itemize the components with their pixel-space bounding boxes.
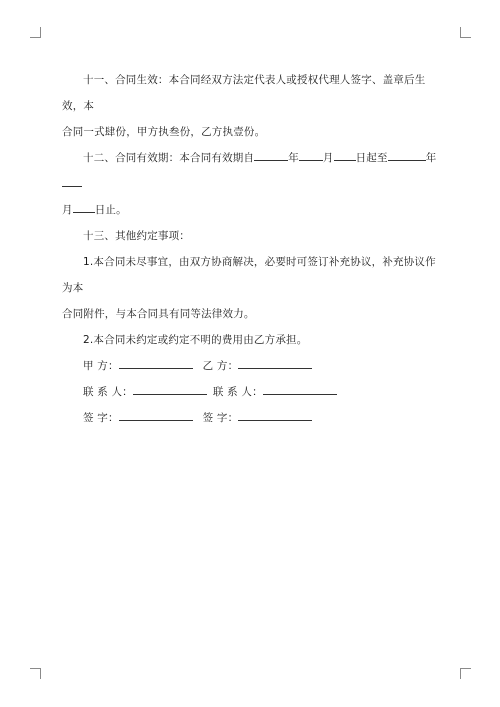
- party-row: [62, 353, 442, 379]
- end-day-blank[interactable]: [73, 202, 95, 213]
- year-label: 年: [288, 152, 299, 164]
- contact-b-field[interactable]: [263, 382, 337, 395]
- party-b-field[interactable]: [238, 356, 312, 369]
- sign-a-label: 签 字：: [83, 412, 119, 424]
- clause-11-line-2: 合同一式肆份，甲方执叁份，乙方执壹份。: [62, 126, 266, 138]
- end-label: 日止。: [94, 204, 127, 216]
- crop-mark-bottom-left: [30, 668, 41, 679]
- clause-13-item-1-line-1: 1.本合同未尽事宜，由双方协商解决，必要时可签订补充协议，补充协议作为本: [62, 256, 436, 294]
- month-label-2: 月: [62, 204, 73, 216]
- clause-13-heading: 十三、其他约定事项：: [83, 230, 190, 242]
- end-year-blank[interactable]: [388, 150, 426, 161]
- crop-mark-top-right: [460, 27, 471, 38]
- party-a-field[interactable]: [119, 356, 193, 369]
- contact-b-label: 联 系 人：: [212, 386, 263, 398]
- party-b-label: 乙 方：: [202, 360, 239, 372]
- crop-mark-top-left: [30, 27, 41, 38]
- start-month-blank[interactable]: [299, 150, 323, 161]
- contact-row: [62, 379, 442, 405]
- contact-a-field[interactable]: [133, 382, 207, 395]
- contact-a-label: 联 系 人：: [83, 386, 133, 398]
- month-label: 月: [322, 152, 334, 164]
- start-day-blank[interactable]: [334, 150, 356, 161]
- year-label-2: 年: [425, 152, 437, 164]
- clause-12-line-1: [62, 145, 442, 197]
- clause-12-prefix: 十二、合同有效期：本合同有效期自: [83, 152, 255, 164]
- sign-b-label: 签 字：: [202, 412, 239, 424]
- signature-row: [62, 405, 442, 431]
- sign-b-field[interactable]: [238, 408, 312, 421]
- sign-a-field[interactable]: [119, 408, 193, 421]
- document-body: [62, 67, 442, 431]
- clause-13-item-1-line-2: 合同附件，与本合同具有同等法律效力。: [62, 308, 255, 320]
- day-to-label: 日起至: [355, 152, 388, 164]
- end-month-trailing-blank[interactable]: [62, 176, 82, 187]
- start-year-blank[interactable]: [254, 150, 288, 161]
- clause-12-line-2: [62, 197, 442, 223]
- clause-13-item-2: 2.本合同未约定或约定不明的费用由乙方承担。: [83, 334, 308, 346]
- crop-mark-bottom-right: [460, 668, 471, 679]
- party-a-label: 甲 方：: [83, 360, 119, 372]
- clause-11-line-1: 十一、合同生效：本合同经双方法定代表人或授权代理人签字、盖章后生效，本: [62, 74, 426, 112]
